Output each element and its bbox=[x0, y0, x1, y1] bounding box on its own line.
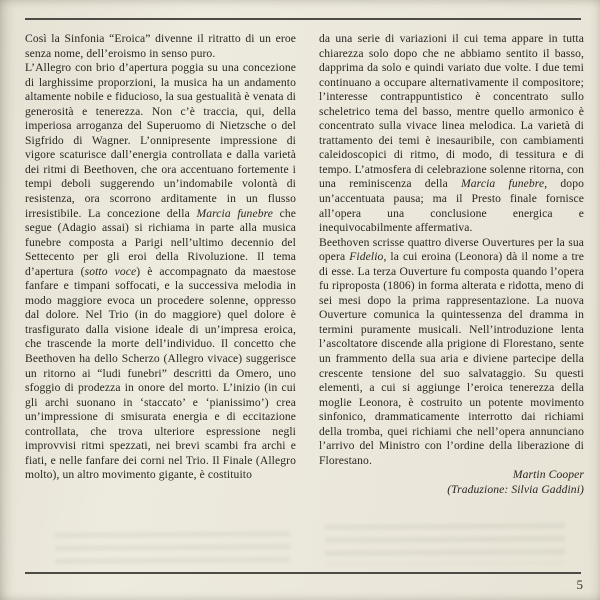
text-run: Così la Sinfonia “Eroica” divenne il ritratto di un eroe senza nome, dell’eroismo in senso puro. bbox=[25, 32, 296, 60]
text-column-right bbox=[319, 32, 584, 498]
paragraph bbox=[25, 32, 296, 61]
text-run: Beethoven scrisse quattro diverse Ouvertures per la sua opera bbox=[319, 235, 584, 264]
text-run: da una serie di variazioni il cui tema appare in tutta chiarezza solo dopo che ne abbiamo sentito il basso, dapprima da solo e quindi variato due volte. I due temi continuano a occupare alternativamente il compositore; l’interesse contrappuntistico è concentrato sullo scheletrico tema del basso, mentre quello armonico è concentrato sulla vivace linea melodica. La varietà di trattamento dei temi è inesauribile, con cambiamenti caleidoscopici di ritmo, di modo, di tessitura e di tempo. L’atmosfera di celebrazione solenne ritorna, con una reminiscenza della bbox=[319, 32, 584, 191]
signature-translator: (Traduzione: Silvia Gaddini) bbox=[447, 482, 584, 496]
text-run: , la cui eroina (Leonora) dà il nome a tre di esse. La terza Ouverture fu composta quando l’opera fu riproposta (1806) in forma alterata e ridotta, meno di sei mesi dopo la prima rappresentazione. La nuova Ouverture comunica la quintessenza del dramma in termini puramente musicali. Nell’introduzione lenta l’ascoltatore discende alla prigione di Florestano, sente un frammento della sua aria e diviene partecipe della crescente tensione del suo salvataggio. Su questi elementi, a cui si aggiunge l’eroica tenerezza della moglie Leonora, è costruito un potente movimento sinfonico, drammaticamente interrotto dai richiami della tromba, quei richiami che nell’opera annunciano l’arrivo del Ministro con l’ordine della liberazione di Florestano. bbox=[319, 250, 584, 467]
text-run: che segue (Adagio assai) si richiama in parte alla musica funebre composta a Parigi nell’ultimo decennio del Settecento per gli eroi della Rivoluzione. Il tema d’apertura ( bbox=[25, 206, 296, 278]
paragraph bbox=[25, 61, 296, 483]
paragraph bbox=[319, 236, 584, 469]
paragraph bbox=[319, 32, 584, 236]
bottom-rule bbox=[25, 572, 581, 574]
text-run: , dopo un’accentuata pausa; ma il Presto finale fornisce all’opera una conclusione energica e inequivocabilmente affermativa. bbox=[319, 177, 585, 235]
signature-author: Martin Cooper bbox=[512, 468, 584, 482]
italic-text-run: Marcia funebre bbox=[196, 206, 274, 220]
italic-text-run: sotto voce bbox=[84, 264, 137, 278]
page-showthrough bbox=[325, 519, 565, 565]
italic-text-run: Marcia funebre bbox=[461, 177, 545, 191]
text-column-left bbox=[25, 32, 296, 483]
text-run: L’Allegro con brio d’apertura poggia su una concezione di larghissime proporzioni, la musica ha un andamento altamente nobile e fiducioso, la sua gestualità è venata di generosità e tenerezza. Non c’è traccia, qui, della imperiosa arroganza del Superuomo di Nietzsche o del Sigfrido di Wagner. L’onnipresente impressione di vigore scaturisce dall’energia controllata e dalla varietà dei ritmi di Beethoven, che ora accentuano fortemente i tempi deboli suggerendo un’indomabile volontà di resistenza, ora scorrono arditamente in un flusso irresistibile. La concezione della bbox=[25, 61, 296, 220]
page-number: 5 bbox=[576, 577, 583, 592]
page-showthrough bbox=[55, 527, 290, 567]
italic-text-run: Fidelio bbox=[349, 250, 384, 264]
text-run: ) è accompagnato da maestose fanfare e timpani soffocati, e la successiva melodia in modo maggiore evoca un procedere solenne, oppresso dal dolore. Nel Trio (in do maggiore) quel dolore è trasfigurato dalla visione ideale di un’impresa eroica, che trascende la morte dell’individuo. Il concetto che Beethoven ha dello Scherzo (Allegro vivace) suggerisce un ritorno ai “ludi funebri” descritti da Omero, uno sfoggio di prodezza in onore del morto. L’inizio (in cui gli archi suonano in ‘staccato’ e ‘pianissimo’) crea un’impressione di smisurata energia e di eccitazione controllata, che trova ulteriore espressione negli improvvisi ritmi spezzati, nei brevi scambi fra archi e fiati, e nelle fanfare dei corni nel Trio. Il Finale (Allegro molto), un altro movimento gigante, è costituito bbox=[25, 264, 296, 482]
top-rule bbox=[25, 18, 581, 20]
